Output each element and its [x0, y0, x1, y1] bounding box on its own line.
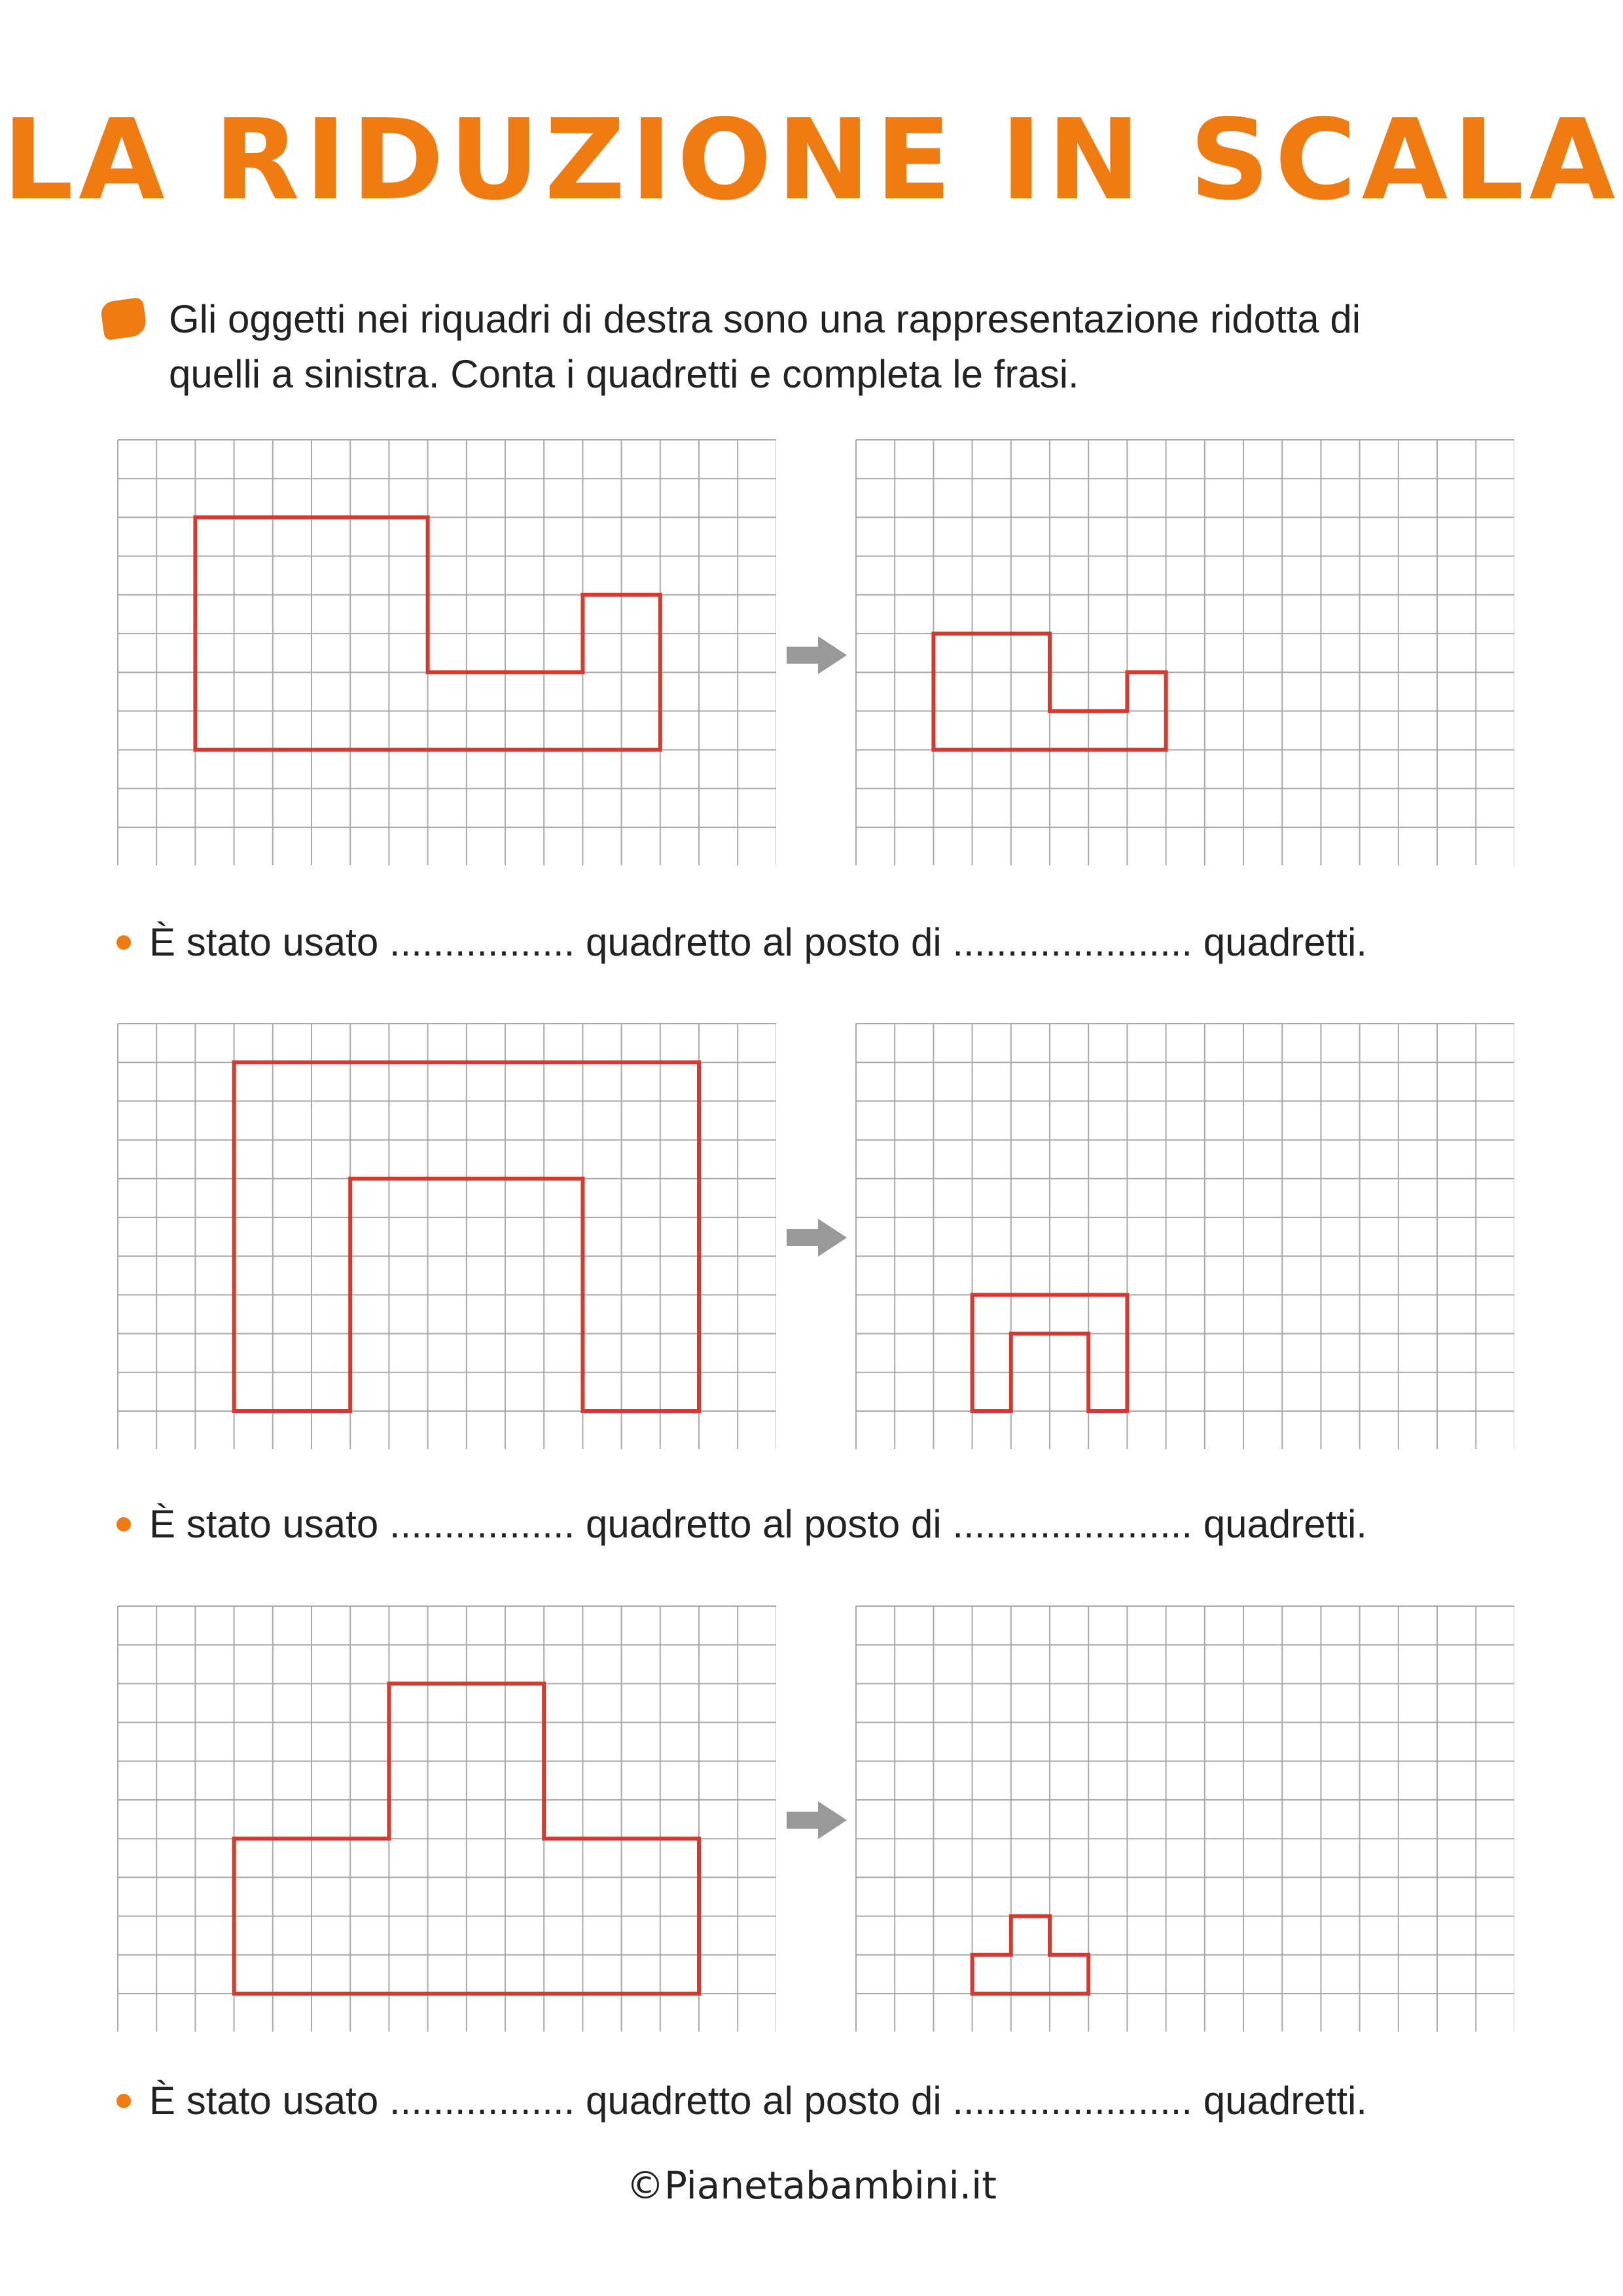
sentence-1-part3: quadretti. [1203, 920, 1367, 964]
sentence-3-blank2[interactable]: ...................... [952, 2079, 1193, 2123]
exercise-3-original-grid [116, 1605, 776, 2032]
sentence-2-part3: quadretti. [1203, 1502, 1367, 1546]
sentence-3-bullet-icon [116, 2094, 131, 2108]
sentence-1-blank2[interactable]: ...................... [952, 920, 1193, 964]
grid-lines [856, 1024, 1514, 1449]
sentence-3-part1: È stato usato [149, 2079, 379, 2123]
sentence-2-part1: È stato usato [149, 1502, 379, 1546]
sentence-3-blank1[interactable]: ................. [389, 2079, 575, 2123]
grid-lines [118, 440, 776, 865]
exercise-1-original-grid [116, 439, 776, 865]
sentence-2-blank1[interactable]: ................. [389, 1502, 575, 1546]
exercise-3-arrow-icon [784, 1797, 849, 1843]
exercise-2-arrow-icon [784, 1215, 849, 1261]
grid-lines [118, 1024, 776, 1449]
exercise-2-original-grid [116, 1022, 776, 1449]
sentence-3-part3: quadretti. [1203, 2079, 1367, 2123]
instruction-bullet-icon [99, 297, 147, 341]
sentence-3 [149, 2077, 1556, 2125]
instruction-line-2: quelli a sinistra. Conta i quadretti e completa le frasi. [169, 352, 1079, 396]
sentence-2-blank2[interactable]: ...................... [952, 1502, 1193, 1546]
sentence-1-blank1[interactable]: ................. [389, 920, 575, 964]
sentence-1-bullet-icon [116, 935, 131, 950]
grid-lines [856, 440, 1514, 865]
sentence-1-part2: quadretto al posto di [585, 920, 942, 964]
grid-lines [118, 1606, 776, 2032]
grid-lines [856, 1606, 1514, 2032]
exercise-1-arrow-icon [784, 632, 849, 678]
exercise-1-reduced-grid [855, 439, 1514, 865]
instruction-line-1: Gli oggetti nei riquadri di destra sono una rappresentazione ridotta di [169, 297, 1361, 341]
instruction-text [169, 292, 1543, 402]
sentence-2-bullet-icon [116, 1517, 131, 1532]
footer-copyright: ©Pianetabambini.it [626, 2163, 997, 2208]
exercise-3-reduced-grid [855, 1605, 1514, 2032]
sentence-2 [149, 1501, 1556, 1548]
exercise-2-reduced-grid [855, 1022, 1514, 1449]
sentence-1 [149, 919, 1556, 966]
page-title: LA RIDUZIONE IN SCALA [2, 96, 1621, 225]
sentence-3-part2: quadretto al posto di [585, 2079, 942, 2123]
sentence-1-part1: È stato usato [149, 920, 379, 964]
sentence-2-part2: quadretto al posto di [585, 1502, 942, 1546]
